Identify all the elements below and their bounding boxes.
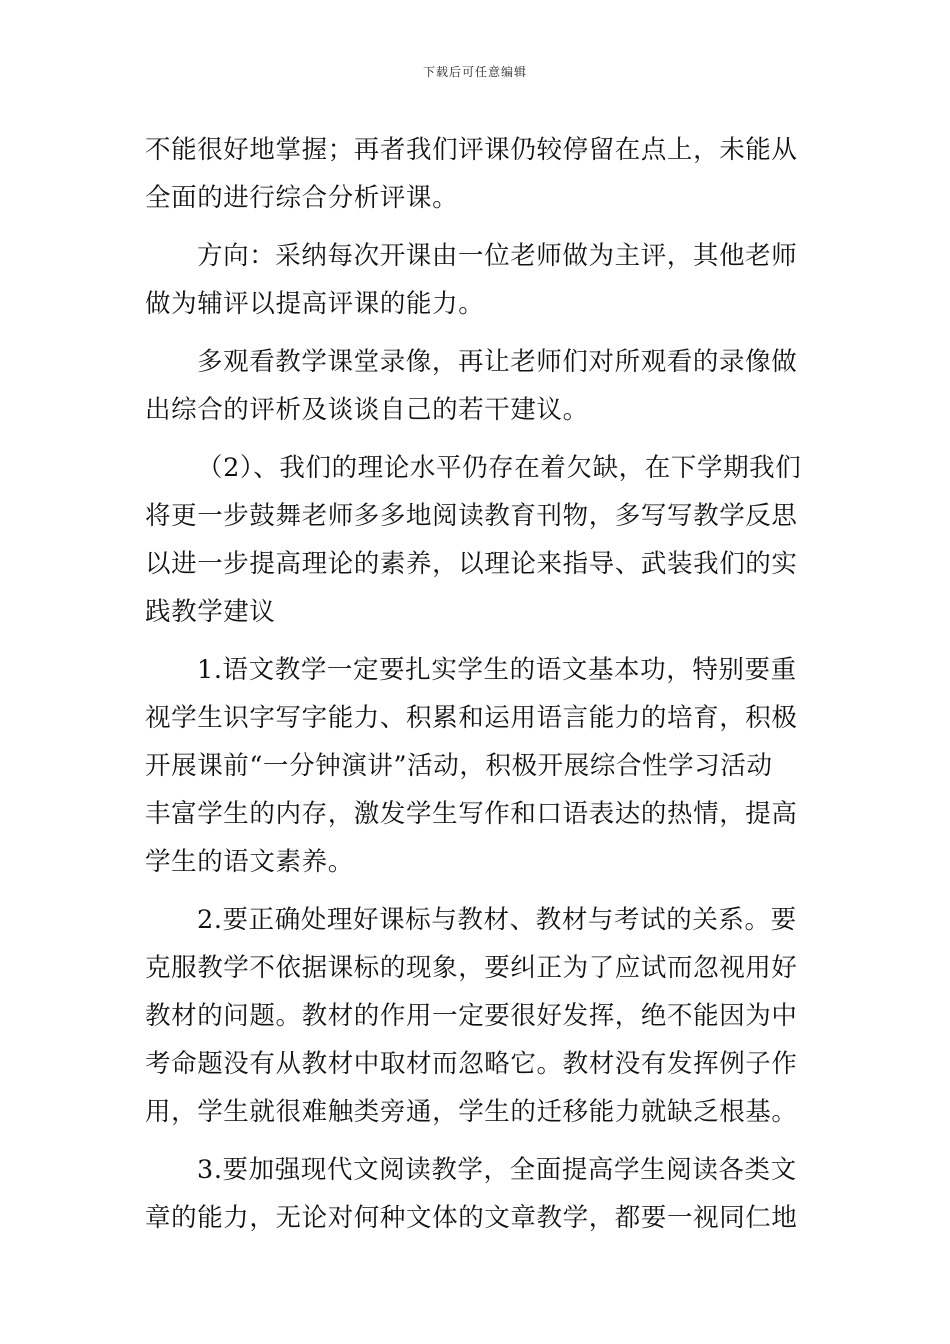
paragraph (145, 896, 807, 1136)
text-line: 克服教学不依据课标的现象，要纠正为了应试而忽视用好 (145, 953, 798, 983)
paragraph (145, 232, 807, 328)
text-line: 不能很好地掌握；再者我们评课仍较停留在点上，未能从 (145, 135, 798, 165)
text-line: 视学生识字写字能力、积累和运用语言能力的培育，积极 (145, 703, 798, 733)
paragraph-gap (145, 1136, 807, 1146)
text-line: 全面的进行综合分析评课。 (145, 183, 459, 213)
paragraph-gap (145, 636, 807, 646)
text-line: 考命题没有从教材中取材而忽略它。教材没有发挥例子作 (145, 1049, 798, 1079)
paragraph (145, 126, 807, 222)
document-body (145, 126, 807, 1242)
paragraph-gap (145, 434, 807, 444)
text-line: 方向：采纳每次开课由一位老师做为主评，其他老师 (197, 241, 798, 271)
paragraph-gap (145, 222, 807, 232)
paragraph (145, 1146, 807, 1242)
text-line: 开展课前“一分钟演讲”活动，积极开展综合性学习活动 (145, 751, 773, 781)
text-line: 丰富学生的内存，激发学生写作和口语表达的热情，提高 (145, 799, 798, 829)
paragraph-gap (145, 886, 807, 896)
text-line: 以进一步提高理论的素养，以理论来指导、武装我们的实 (145, 549, 798, 579)
text-line: 章的能力，无论对何种文体的文章教学，都要一视同仁地 (145, 1203, 798, 1233)
paragraph (145, 338, 807, 434)
page-header-note: 下载后可任意编辑 (422, 65, 527, 79)
text-line: 践教学建议 (145, 597, 276, 627)
paragraph (145, 646, 807, 886)
text-line: 学生的语文素养。 (145, 847, 354, 877)
paragraph-gap (145, 328, 807, 338)
paragraph (145, 444, 807, 636)
text-line: （2）、我们的理论水平仍存在着欠缺，在下学期我们 (197, 453, 802, 483)
text-line: 1.语文教学一定要扎实学生的语文基本功，特别要重 (197, 655, 797, 685)
text-line: 出综合的评析及谈谈自己的若干建议。 (145, 395, 589, 425)
text-line: 2.要正确处理好课标与教材、教材与考试的关系。要 (197, 905, 797, 935)
text-line: 将更一步鼓舞老师多多地阅读教育刊物，多写写教学反思 (145, 501, 798, 531)
text-line: 教材的问题。教材的作用一定要很好发挥，绝不能因为中 (145, 1001, 798, 1031)
text-line: 用，学生就很难触类旁通，学生的迁移能力就缺乏根基。 (145, 1097, 798, 1127)
text-line: 3.要加强现代文阅读教学，全面提高学生阅读各类文 (197, 1155, 797, 1185)
text-line: 做为辅评以提高评课的能力。 (145, 289, 485, 319)
text-line: 多观看教学课堂录像，再让老师们对所观看的录像做 (197, 347, 798, 377)
